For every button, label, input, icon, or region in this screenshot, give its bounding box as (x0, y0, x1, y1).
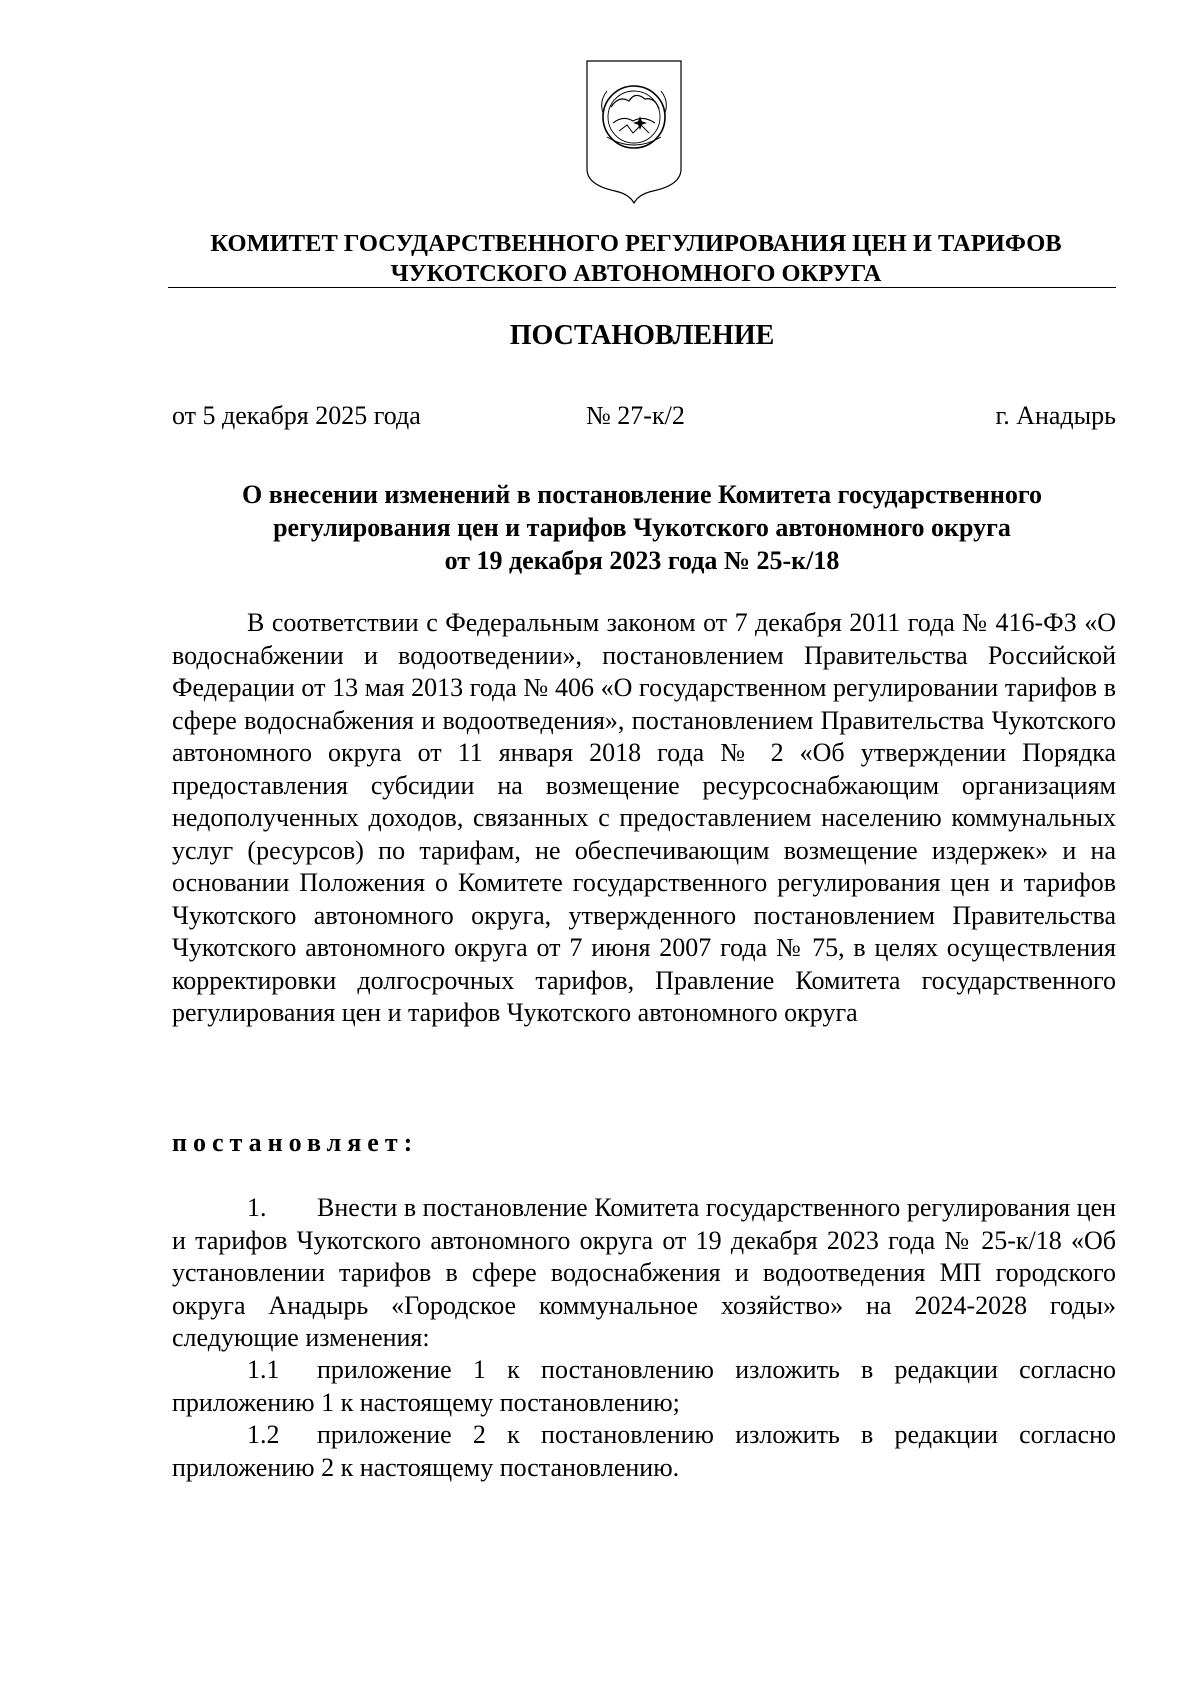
subject-line1: О внесении изменений в постановление Комитета государственного (241, 480, 1043, 509)
item-1-1-paragraph (172, 1354, 1116, 1419)
item-1-2-paragraph (172, 1419, 1116, 1484)
document-subject (168, 478, 1116, 577)
organization-name-line1: КОМИТЕТ ГОСУДАРСТВЕННОГО РЕГУЛИРОВАНИЯ ЦЕН И ТАРИФОВ (210, 230, 1062, 257)
preamble-paragraph: В соответствии с Федеральным законом от 7 декабря 2011 года № 416-ФЗ «О водоснабжении и водоотведении», постановлением Правительства Российской Федерации от 13 мая 2013 года № 406 «О государственном регулировании тарифов в сфере водоснабжения и водоотведения», постановлением Правительства Чукотского автономного округа от 11 января 2018 года № 2 «Об утверждении Порядка предоставления субсидии на возмещение ресурсоснабжающим организациям недополученных доходов, связанных с предоставлением населению коммунальных услуг (ресурсов) по тарифам, не обеспечивающим возмещение издержек» и на основании Положения о Комитете государственного регулирования цен и тарифов Чукотского автономного округа, утвержденного постановлением Правительства Чукотского автономного округа от 7 июня 2007 года № 75, в целях осуществления корректировки долгосрочных тарифов, Правление Комитета государственного регулирования цен и тарифов Чукотского автономного округа (172, 608, 1116, 1027)
coat-of-arms-icon (583, 57, 685, 207)
subject-line3: от 19 декабря 2023 года № 25-к/18 (444, 546, 840, 575)
item-1-number: 1. (247, 1193, 267, 1222)
item-1-2-text: приложение 2 к постановлению изложить в редакции согласно приложению 2 к настоящему постановлению. (172, 1420, 1116, 1482)
resolves-heading: постановляет: (172, 1128, 419, 1157)
item-1-text: Внести в постановление Комитета государственного регулирования цен и тарифов Чукотского автономного округа от 19 декабря 2023 года № 25-к/18 «Об установлении тарифов в сфере водоснабжения и водоотведения МП городского округа Анадырь «Городское коммунальное хозяйство» на 2024-2028 годы» следующие изменения: (172, 1193, 1116, 1352)
item-1-1-number: 1.1 (247, 1355, 280, 1384)
header-divider (168, 287, 1116, 288)
item-1-2-number: 1.2 (247, 1420, 280, 1449)
document-title: ПОСТАНОВЛЕНИЕ (509, 320, 775, 351)
organization-name-line2: ЧУКОТСКОГО АВТОНОМНОГО ОКРУГА (390, 260, 882, 287)
item-1-paragraph (172, 1192, 1116, 1355)
item-1-1-text: приложение 1 к постановлению изложить в редакции согласно приложению 1 к настоящему постановлению; (172, 1355, 1116, 1417)
subject-line2: регулирования цен и тарифов Чукотского автономного округа (273, 513, 1011, 542)
document-number: № 27-к/2 (586, 401, 685, 430)
organization-header (168, 229, 1104, 289)
document-city: г. Анадырь (995, 401, 1116, 430)
document-date: от 5 декабря 2025 года (172, 401, 421, 430)
document-meta (172, 399, 1116, 433)
